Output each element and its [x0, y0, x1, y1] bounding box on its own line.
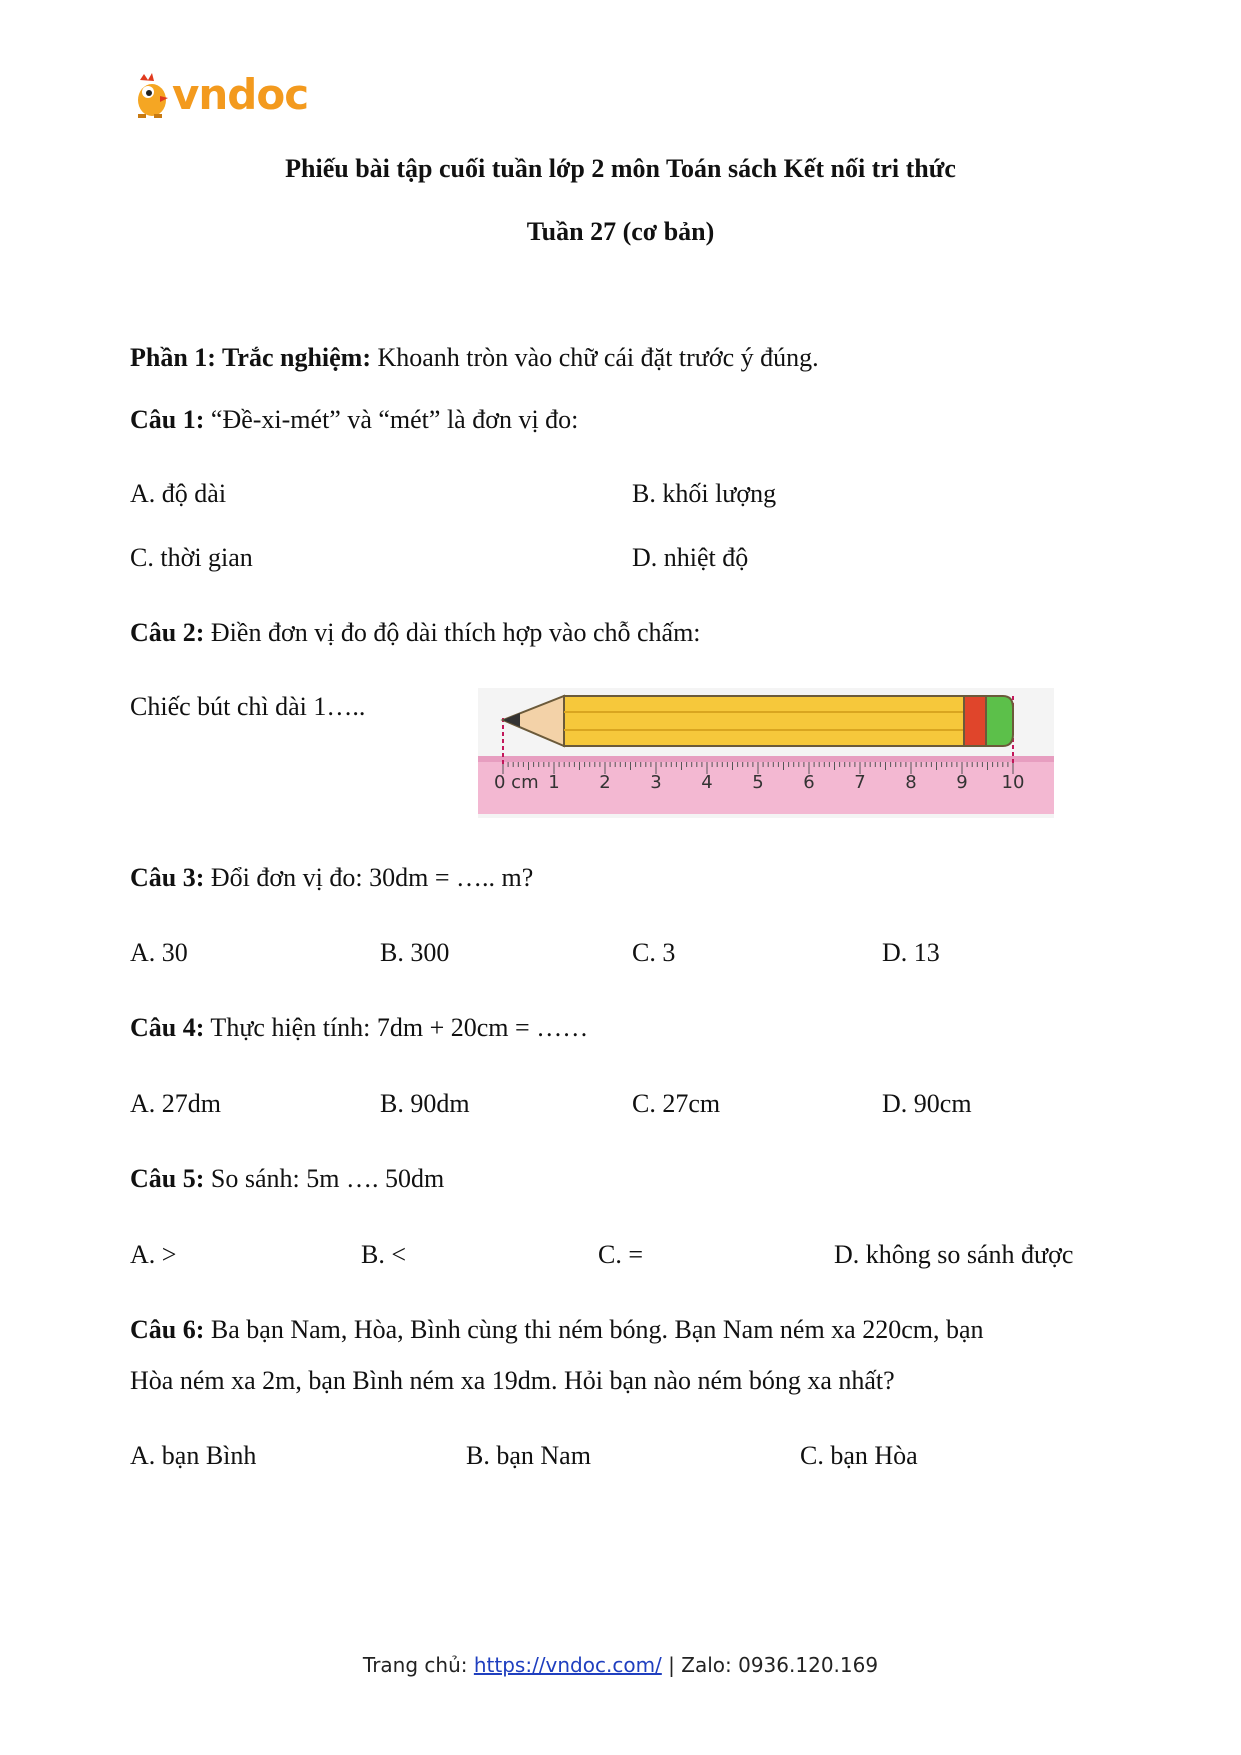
question-4-label: Câu 4:	[130, 1013, 205, 1042]
question-2-text: Điền đơn vị đo độ dài thích hợp vào chỗ chấm:	[204, 618, 701, 647]
footer-prefix: Trang chủ:	[362, 1653, 474, 1677]
question-4	[130, 1013, 588, 1043]
q6-option-b[interactable]: B. bạn Nam	[466, 1441, 591, 1470]
footer-homepage-link[interactable]: https://vndoc.com/	[473, 1653, 662, 1677]
ruler-tick-label: 6	[803, 772, 815, 793]
pencil-eraser	[986, 696, 1013, 746]
q4-option-a[interactable]: A. 27dm	[130, 1089, 221, 1118]
question-6-label: Câu 6:	[130, 1315, 205, 1344]
q1-option-b[interactable]: B. khối lượng	[632, 479, 777, 508]
part1-instructions: Khoanh tròn vào chữ cái đặt trước ý đúng.	[370, 343, 819, 372]
part1-label: Phần 1: Trắc nghiệm:	[130, 343, 371, 372]
q3-option-d[interactable]: D. 13	[882, 938, 940, 967]
page-subtitle: Tuần 27 (cơ bản)	[526, 217, 715, 246]
pencil	[503, 696, 1013, 746]
ruler-tick-label: 10	[1001, 772, 1025, 793]
ruler-tick-label: 9	[956, 772, 968, 793]
ruler-tick-label: 1	[548, 772, 560, 793]
question-5	[130, 1164, 444, 1194]
q5-option-c[interactable]: C. =	[598, 1240, 644, 1269]
pencil-body	[564, 696, 964, 746]
ruler-tick-label: 5	[752, 772, 764, 793]
question-4-text: Thực hiện tính: 7dm + 20cm = ……	[204, 1013, 589, 1042]
q3-option-b[interactable]: B. 300	[380, 938, 450, 967]
ruler-tick-label: 3	[650, 772, 662, 793]
question-2-label: Câu 2:	[130, 618, 205, 647]
q2-sentence: Chiếc bút chì dài 1…..	[130, 692, 366, 721]
question-6	[130, 1315, 984, 1345]
footer-contact: | Zalo: 0936.120.169	[661, 1653, 879, 1677]
pencil-band	[964, 696, 986, 746]
q5-option-d[interactable]: D. không so sánh được	[834, 1240, 1074, 1269]
question-1	[130, 405, 578, 435]
q6-option-c[interactable]: C. bạn Hòa	[800, 1441, 918, 1470]
question-5-text: So sánh: 5m …. 50dm	[204, 1164, 445, 1193]
vndoc-logo[interactable]	[132, 70, 312, 122]
ruler-tick-label: 7	[854, 772, 866, 793]
ruler-edge	[478, 756, 1054, 762]
ruler-unit-label: 0 cm	[494, 772, 539, 793]
part1-heading	[130, 343, 819, 373]
page-footer	[0, 1653, 1241, 1677]
question-6-text-line1: Ba bạn Nam, Hòa, Bình cùng thi ném bóng. Bạn Nam ném xa 220cm, bạn	[204, 1315, 984, 1344]
q1-option-d[interactable]: D. nhiệt độ	[632, 543, 749, 572]
q6-option-a[interactable]: A. bạn Bình	[130, 1441, 257, 1470]
page-title: Phiếu bài tập cuối tuần lớp 2 môn Toán sách Kết nối tri thức	[285, 154, 956, 183]
ruler-tick-label: 8	[905, 772, 917, 793]
question-2	[130, 618, 701, 648]
question-5-label: Câu 5:	[130, 1164, 205, 1193]
ruler-tick-label: 4	[701, 772, 713, 793]
pencil-ruler-illustration	[478, 688, 1054, 818]
q1-option-a[interactable]: A. độ dài	[130, 479, 227, 508]
q4-option-c[interactable]: C. 27cm	[632, 1089, 721, 1118]
question-3-label: Câu 3:	[130, 863, 205, 892]
ruler-tick-label: 2	[599, 772, 611, 793]
question-1-text: “Đề-xi-mét” và “mét” là đơn vị đo:	[204, 405, 579, 434]
q4-option-b[interactable]: B. 90dm	[380, 1089, 470, 1118]
question-6-text-line2: Hòa ném xa 2m, bạn Bình ném xa 19dm. Hỏi bạn nào ném bóng xa nhất?	[130, 1366, 895, 1395]
q3-option-c[interactable]: C. 3	[632, 938, 676, 967]
q5-option-b[interactable]: B. <	[361, 1240, 407, 1269]
question-1-label: Câu 1:	[130, 405, 205, 434]
q4-option-d[interactable]: D. 90cm	[882, 1089, 972, 1118]
question-3-text: Đổi đơn vị đo: 30dm = ….. m?	[204, 863, 534, 892]
logo-text: vndoc	[172, 70, 309, 119]
q1-option-c[interactable]: C. thời gian	[130, 543, 253, 572]
q5-option-a[interactable]: A. >	[130, 1240, 177, 1269]
q3-option-a[interactable]: A. 30	[130, 938, 188, 967]
question-3	[130, 863, 533, 893]
